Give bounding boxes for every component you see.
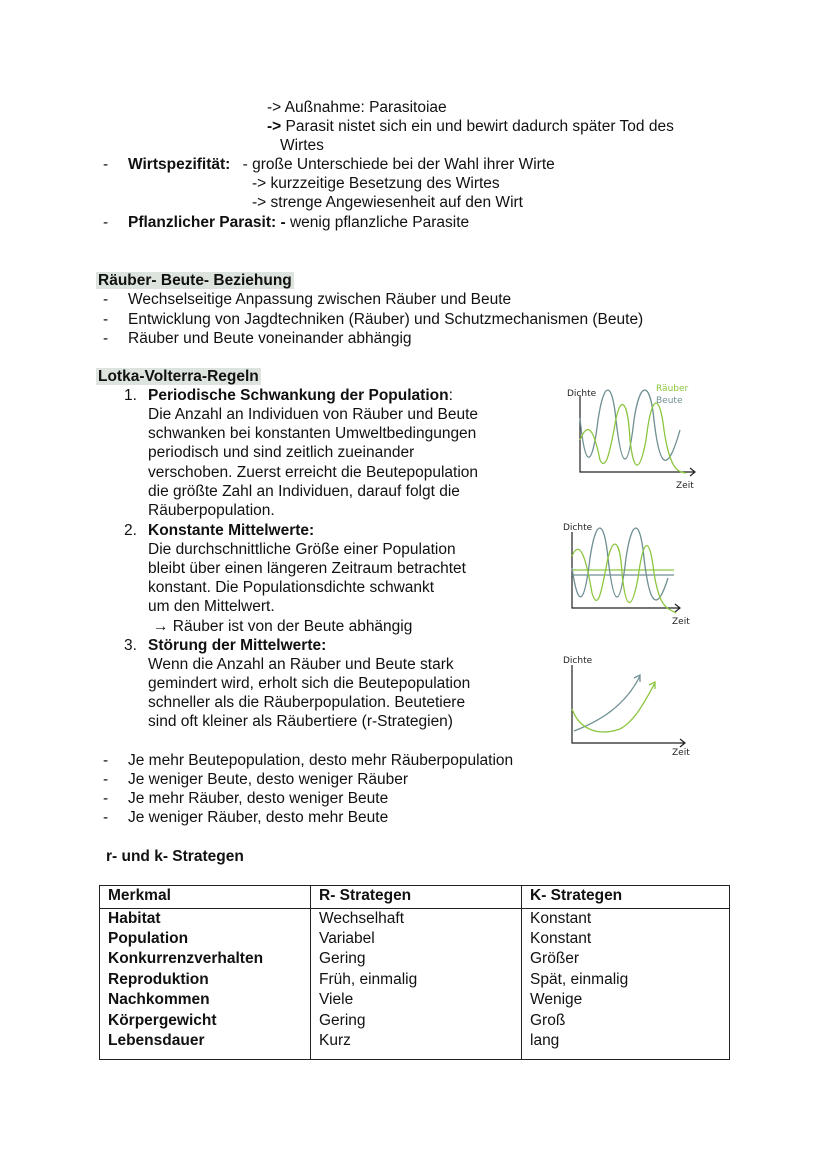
table-row: [100, 1011, 730, 1031]
raeuber-curve: [572, 682, 655, 732]
text-line: periodisch und sind zeitlich zueinander: [148, 444, 415, 461]
bullet-dash: -: [103, 330, 109, 347]
x-axis-label: Zeit: [676, 481, 694, 491]
table-header-row: [100, 886, 730, 909]
list-number: 1.: [124, 387, 137, 404]
cell: Gering: [311, 949, 522, 969]
axes: [572, 665, 685, 747]
bullet-dash: -: [103, 291, 109, 308]
text-line: um den Mittelwert.: [148, 598, 275, 615]
section-heading: Lotka-Volterra-Regeln: [98, 368, 259, 385]
cell: Variabel: [311, 929, 522, 949]
text-line: verschoben. Zuerst erreicht die Beutepopulation: [148, 464, 479, 481]
text-line: gemindert wird, erholt sich die Beutepopulation: [148, 675, 471, 692]
list-item: Entwicklung von Jagdtechniken (Räuber) und Schutzmechanismen (Beute): [128, 311, 644, 328]
cell: Konstant: [522, 908, 730, 929]
bullet-dash: -: [103, 214, 109, 231]
bullet-dash: -: [103, 790, 109, 807]
rule-title: Konstante Mittelwerte:: [148, 522, 315, 539]
cell: Gering: [311, 1011, 522, 1031]
rule-title: Störung der Mittelwerte:: [148, 637, 327, 654]
cell: Population: [100, 929, 311, 949]
list-item: Wechselseitige Anpassung zwischen Räuber und Beute: [128, 291, 512, 308]
text-line: Die durchschnittliche Größe einer Population: [148, 541, 456, 558]
cell: Reproduktion: [100, 970, 311, 990]
table-row: [100, 949, 730, 969]
cell: Habitat: [100, 908, 311, 929]
cell: Wenige: [522, 990, 730, 1010]
bullet-dash: -: [103, 156, 109, 173]
y-axis-label: Dichte: [563, 656, 593, 666]
text-line: schwanken bei konstanten Umweltbedingungen: [148, 425, 477, 442]
table-row: [100, 990, 730, 1010]
text-line: sind oft kleiner als Räubertiere (r-Strategien): [148, 713, 453, 730]
list-number: 2.: [124, 522, 137, 539]
cell: Früh, einmalig: [311, 970, 522, 990]
text-line: -> strenge Angewiesenheit auf den Wirt: [252, 194, 523, 211]
cell: Wechselhaft: [311, 908, 522, 929]
table-row: [100, 908, 730, 929]
population-oscillation-sketch: [560, 380, 710, 495]
list-item: Je mehr Beutepopulation, desto mehr Räuberpopulation: [128, 752, 514, 769]
beute-curve: [574, 675, 640, 731]
list-item: Je weniger Räuber, desto mehr Beute: [128, 809, 389, 826]
text-line: Die Anzahl an Individuen von Räuber und Beute: [148, 406, 479, 423]
bullet-dash: -: [103, 771, 109, 788]
disturbance-sketch: [560, 651, 710, 761]
cell: Viele: [311, 990, 522, 1010]
text-line: Wirtspezifität: - große Unterschiede bei der Wahl ihrer Wirte: [128, 156, 555, 173]
cell: Konstant: [522, 929, 730, 949]
bullet-dash: -: [103, 809, 109, 826]
cell: Nachkommen: [100, 990, 311, 1010]
text-line: Wenn die Anzahl an Räuber und Beute stark: [148, 656, 454, 673]
cell: Körpergewicht: [100, 1011, 311, 1031]
list-item: Je mehr Räuber, desto weniger Beute: [128, 790, 389, 807]
x-axis-label: Zeit: [672, 617, 690, 627]
text-line: -> kurzzeitige Besetzung des Wirtes: [252, 175, 500, 192]
text-line: → Räuber ist von der Beute abhängig: [153, 618, 413, 635]
text-line: Wirtes: [280, 137, 324, 154]
list-item: Je weniger Beute, desto weniger Räuber: [128, 771, 409, 788]
header-cell: R- Strategen: [311, 886, 522, 909]
section-heading: Räuber- Beute- Beziehung: [98, 272, 292, 289]
text-line: bleibt über einen längeren Zeitraum betrachtet: [148, 560, 466, 577]
bullet-dash: -: [103, 311, 109, 328]
list-item: Räuber und Beute voneinander abhängig: [128, 330, 412, 347]
cell: Kurz: [311, 1031, 522, 1060]
y-axis-label: Dichte: [567, 389, 597, 399]
cell: Spät, einmalig: [522, 970, 730, 990]
y-axis-label: Dichte: [563, 523, 593, 533]
rule-title: Periodische Schwankung der Population:: [148, 387, 453, 404]
legend-raeuber: Räuber: [656, 384, 689, 394]
header-cell: Merkmal: [100, 886, 311, 909]
text-line: Räuberpopulation.: [148, 502, 275, 519]
cell: Lebensdauer: [100, 1031, 311, 1060]
mean-value-sketch: [560, 518, 710, 628]
text-line: konstant. Die Populationsdichte schwankt: [148, 579, 435, 596]
text-line: -> Außnahme: Parasitoiae: [267, 99, 447, 116]
table-row: [100, 970, 730, 990]
strategen-table: [99, 885, 730, 1060]
section-heading: r- und k- Strategen: [106, 848, 244, 865]
table-row: [100, 1031, 730, 1060]
text-line: schneller als die Räuberpopulation. Beutetiere: [148, 694, 466, 711]
bullet-dash: -: [103, 752, 109, 769]
table-row: [100, 929, 730, 949]
text-line: -> Parasit nistet sich ein und bewirt dadurch später Tod des: [267, 118, 674, 135]
x-axis-label: Zeit: [672, 748, 690, 758]
text-line: die größte Zahl an Individuen, darauf folgt die: [148, 483, 460, 500]
list-number: 3.: [124, 637, 137, 654]
cell: Groß: [522, 1011, 730, 1031]
text-line: Pflanzlicher Parasit: - wenig pflanzliche Parasite: [128, 214, 470, 231]
cell: lang: [522, 1031, 730, 1060]
header-cell: K- Strategen: [522, 886, 730, 909]
legend-beute: Beute: [656, 396, 683, 406]
cell: Konkurrenzverhalten: [100, 949, 311, 969]
cell: Größer: [522, 949, 730, 969]
